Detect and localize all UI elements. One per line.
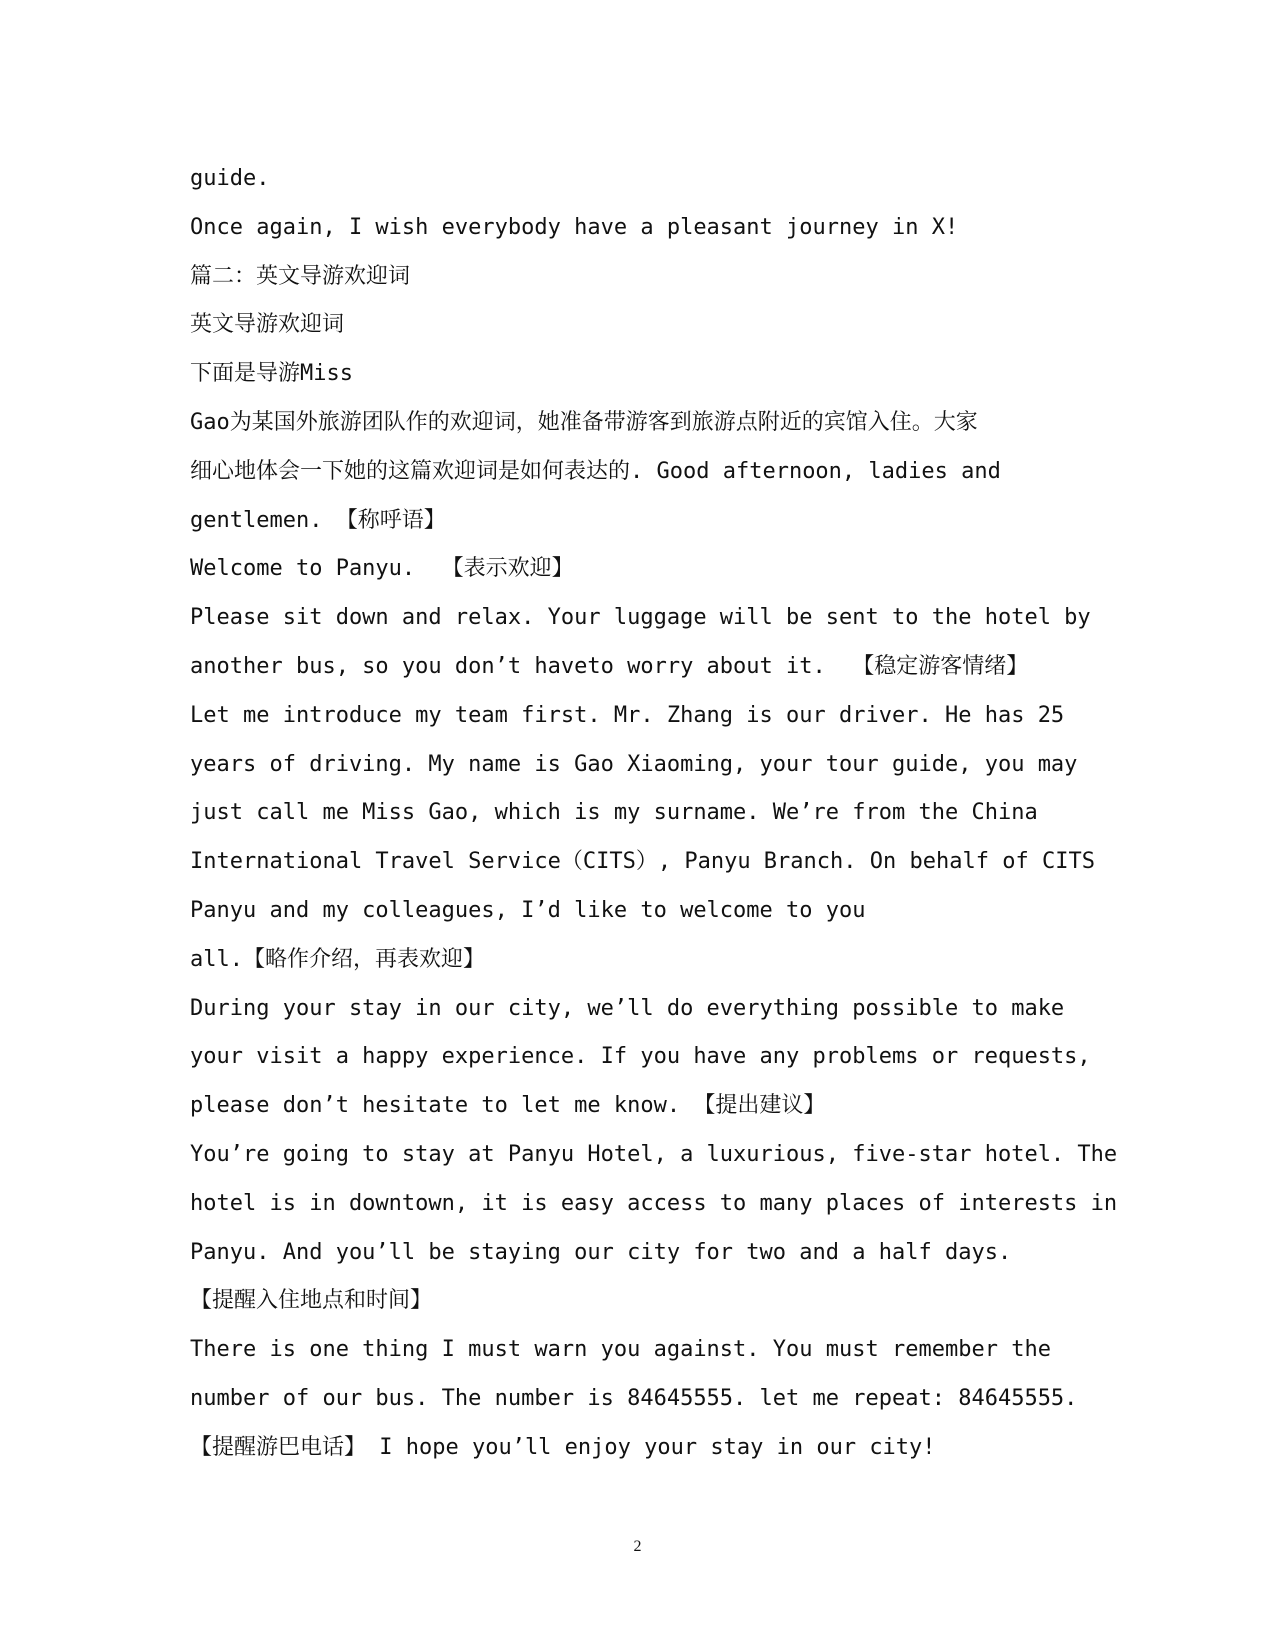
section-heading: 篇二：英文导游欢迎词 [190, 263, 411, 289]
text-line: all.【略作介绍，再表欢迎】 [190, 946, 485, 972]
text-line: number of our bus. The number is 84645555. let me repeat: 84645555. [190, 1385, 1078, 1411]
text-line: gentlemen. 【称呼语】 [190, 507, 446, 533]
text-line: 下面是导游Miss [190, 361, 353, 387]
text-line: Gao为某国外旅游团队作的欢迎词，她准备带游客到旅游点附近的宾馆入住。大家 [190, 409, 978, 435]
text-line: years of driving. My name is Gao Xiaoming, your tour guide, you may [190, 751, 1078, 777]
text-line: 【提醒游巴电话】 I hope you’ll enjoy your stay in our city! [190, 1434, 936, 1460]
text-line: During your stay in our city, we’ll do everything possible to make [190, 995, 1065, 1021]
text-line: guide. [190, 166, 270, 191]
text-line: Once again, I wish everybody have a pleasant journey in X! [190, 214, 959, 240]
page-number: 2 [633, 1538, 642, 1555]
text-line: There is one thing I must warn you against. You must remember the [190, 1337, 1051, 1363]
text-line: Please sit down and relax. Your luggage will be sent to the hotel by [190, 605, 1091, 631]
text-line: please don’t hesitate to let me know. 【提出建议】 [190, 1093, 826, 1119]
text-line: You’re going to stay at Panyu Hotel, a luxurious, five-star hotel. The [190, 1141, 1118, 1167]
text-line: another bus, so you don’t haveto worry about it. 【稳定游客情绪】 [190, 653, 1029, 679]
text-line: your visit a happy experience. If you have any problems or requests, [190, 1044, 1091, 1070]
text-line: hotel is in downtown, it is easy access to many places of interests in [190, 1190, 1118, 1216]
section-title: 英文导游欢迎词 [190, 312, 345, 338]
text-line: 细心地体会一下她的这篇欢迎词是如何表达的. Good afternoon, ladies and [190, 458, 1001, 484]
text-line: Panyu and my colleagues, I’d like to welcome to you [190, 897, 866, 923]
text-line: International Travel Service（CITS）, Panyu Branch. On behalf of CITS [190, 849, 1095, 875]
text-line: 【提醒入住地点和时间】 [190, 1288, 433, 1314]
document-body [190, 155, 1118, 1473]
text-line: just call me Miss Gao, which is my surname. We’re from the China [190, 800, 1038, 826]
text-line: Panyu. And you’ll be staying our city for two and a half days. [190, 1239, 1012, 1265]
text-line: Welcome to Panyu. 【表示欢迎】 [190, 556, 574, 582]
text-line: Let me introduce my team first. Mr. Zhang is our driver. He has 25 [190, 702, 1065, 728]
